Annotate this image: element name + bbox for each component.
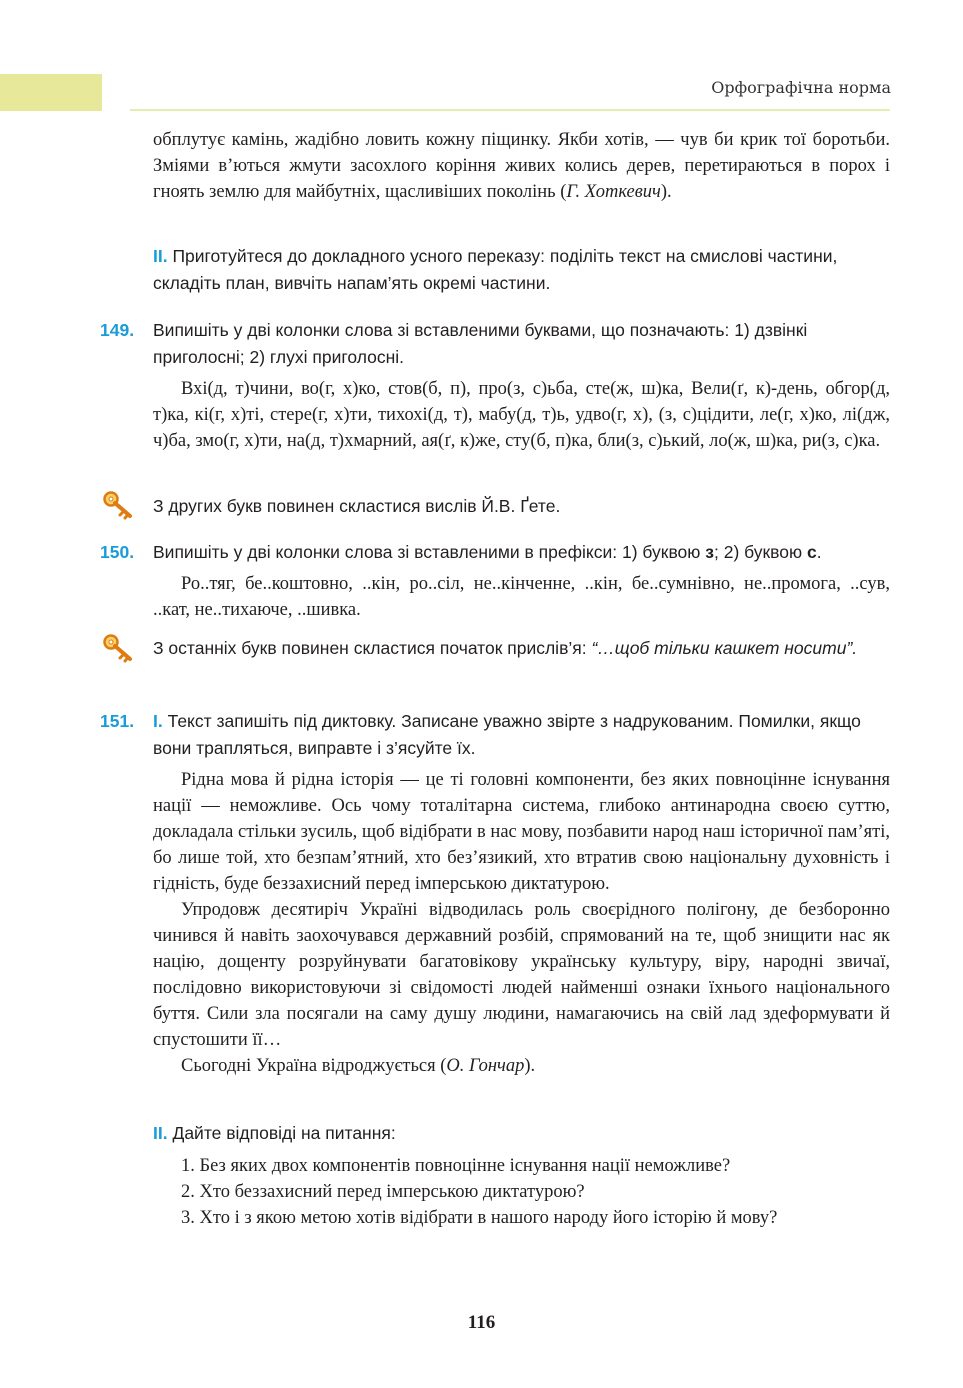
dictation-text <box>153 767 890 1079</box>
key-icon <box>102 633 138 663</box>
key-note-150: З останніх букв повинен скластися початок прислів’я: “…щоб тільки кашкет носити”. <box>153 638 858 658</box>
exercise-149-task: 149. Випишіть у дві колонки слова зі вставленими буквами, що позначають: 1) дзвінкі приголосні; 2) глухі приголосні. <box>153 317 890 371</box>
exercise-number: 151. <box>100 711 135 731</box>
roman-marker: I. <box>153 711 163 731</box>
question-item: 1. Без яких двох компонентів повноцінне існування нації неможливе? <box>181 1156 731 1176</box>
task-ii <box>153 243 890 297</box>
task-ii-questions: II. Дайте відповіді на питання: <box>153 1123 396 1143</box>
paragraph: Упродовж десятиріч Україні відводилась роль своєрідного полігону, де безборонно чинився й навіть заохочувався державний розбій, спрямований на те, щоб знищити нас як націю, дощенту розруйнувати багатовікову українську культуру, віру, народні звичаї, послідовно використовуючи зі свідомості людей найменші ознаки їхнього національного буття. Сили зла посягали на саму душу людини, намагаючись на свій лад здеформувати й спустошити її… <box>153 900 890 1050</box>
intro-paragraph: обплутує камінь, жадібно ловить кожну піщинку. Якби хотів, — чув би крик тої боротьби. Зміями в’ються жмути засохлого коріння живих колись дерев, перетираються в порох і гноять землю для майбутніх, щасливіших поколінь (Г. Хоткевич). <box>153 130 890 202</box>
roman-marker: II. <box>153 246 168 266</box>
exercise-number: 150. <box>100 542 135 562</box>
exercise-151-task: 151. I. Текст запишіть під диктовку. Записане уважно звірте з надрукованим. Помилки, якщо вони трапляться, виправте і з’ясуйте їх. <box>153 708 890 762</box>
paragraph: Сьогодні Україна відроджується (О. Гончар). <box>181 1056 536 1076</box>
page-number: 116 <box>467 1312 496 1333</box>
section-tab <box>0 74 102 111</box>
paragraph: Рідна мова й рідна історія — це ті головні компоненти, без яких повноцінне існування нації — неможливе. Ось чому тоталітарна система, глибоко антинародна своєю суттю, докладала стільки зусиль, щоб відібрати в нас мову, позбавити народ наш історичної пам’яті, бо лише той, хто безпам’ятний, хто без’язикий, хто втратив свою національну духовність і гідність, буде беззахисний перед імперською диктатурою. <box>153 770 890 894</box>
exercise-150-words: Ро..тяг, бе..коштовно, ..кін, ро..сіл, не..кінченне, ..кін, бе..сумнівно, не..промога, ..сув, ..кат, не..тихаюче, ..шивка. <box>153 574 890 620</box>
question-item: 3. Хто і з якою метою хотів відібрати в нашого народу його історію й мову? <box>181 1208 778 1228</box>
proverb-quote: “…щоб тільки кашкет носити”. <box>591 638 858 658</box>
task-text: Приготуйтеся до докладного усного переказу: поділіть текст на смислові частини, складіть план, вивчіть напам’ять окремі частини. <box>153 246 838 293</box>
question-list <box>181 1153 890 1231</box>
key-note-149: З других букв повинен скластися вислів Й.В. Ґете. <box>153 496 561 516</box>
question-item: 2. Хто беззахисний перед імперською диктатурою? <box>181 1182 585 1202</box>
exercise-149-words: Вхі(д, т)чини, во(г, х)ко, стов(б, п), про(з, с)ьба, сте(ж, ш)ка, Вели(ґ, к)-день, обгор(д, т)ка, кі(г, х)ті, стере(г, х)ти, тихохі(д, т), мабу(д, т)ь, удво(г, х), (з, с)цідити, ле(г, х)ко, лі(дж, ч)ба, змо(г, х)ти, на(д, т)хмарний, ая(ґ, к)же, сту(б, п)ка, бли(з, с)ький, ло(ж, ш)ка, ри(з, с)ка. <box>153 379 890 451</box>
exercise-150-task: 150. Випишіть у дві колонки слова зі вставленими в префікси: 1) буквою з; 2) буквою с. <box>153 539 890 566</box>
roman-marker: II. <box>153 1123 168 1143</box>
key-icon <box>102 490 138 520</box>
header-divider <box>130 109 890 111</box>
author-name: Г. Хоткевич <box>566 182 661 202</box>
exercise-number: 149. <box>100 320 135 340</box>
author-name: О. Гончар <box>446 1056 525 1076</box>
running-header: Орфографічна норма <box>711 78 891 97</box>
